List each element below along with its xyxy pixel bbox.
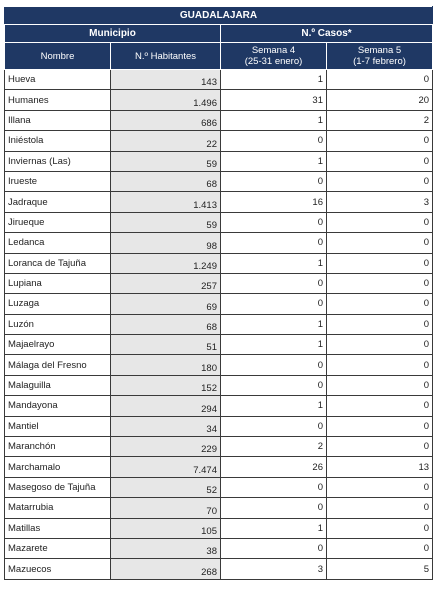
table-row [5, 457, 433, 477]
table-row [5, 273, 433, 293]
municipio-name-cell: Mantiel [5, 416, 111, 436]
table-row [5, 110, 433, 130]
semana5-column-header [327, 43, 433, 70]
semana5-cases-cell: 0 [327, 212, 433, 232]
semana5-cases-cell: 0 [327, 375, 433, 395]
municipio-name-cell: Jirueque [5, 212, 111, 232]
semana5-cases-cell: 20 [327, 90, 433, 110]
table-row [5, 192, 433, 212]
habitantes-cell: 68 [111, 171, 221, 191]
semana5-cases-cell: 0 [327, 294, 433, 314]
semana4-cases-cell: 16 [221, 192, 327, 212]
habitantes-cell: 257 [111, 273, 221, 293]
semana4-column-header [221, 43, 327, 70]
municipio-name-cell: Iniéstola [5, 131, 111, 151]
semana5-cases-cell: 3 [327, 192, 433, 212]
municipio-name-cell: Matillas [5, 518, 111, 538]
habitantes-cell: 22 [111, 131, 221, 151]
semana4-cases-cell: 0 [221, 212, 327, 232]
semana4-cases-cell: 1 [221, 151, 327, 171]
municipio-group-header: Municipio [5, 25, 221, 43]
municipio-name-cell: Marchamalo [5, 457, 111, 477]
table-body [5, 70, 433, 580]
semana5-cases-cell: 0 [327, 538, 433, 558]
semana5-cases-cell: 0 [327, 355, 433, 375]
semana5-dates: (1-7 febrero) [353, 56, 406, 67]
municipio-name-cell: Maranchón [5, 437, 111, 457]
table-row [5, 477, 433, 497]
semana4-cases-cell: 0 [221, 477, 327, 497]
habitantes-cell: 59 [111, 151, 221, 171]
habitantes-cell: 1.496 [111, 90, 221, 110]
habitantes-cell: 152 [111, 375, 221, 395]
table-row [5, 335, 433, 355]
habitantes-cell: 68 [111, 314, 221, 334]
municipio-name-cell: Inviernas (Las) [5, 151, 111, 171]
habitantes-cell: 59 [111, 212, 221, 232]
semana4-cases-cell: 0 [221, 375, 327, 395]
table-row [5, 90, 433, 110]
semana4-cases-cell: 1 [221, 396, 327, 416]
semana5-cases-cell: 0 [327, 416, 433, 436]
habitantes-cell: 51 [111, 335, 221, 355]
habitantes-column-header: N.º Habitantes [111, 43, 221, 70]
semana5-cases-cell: 0 [327, 437, 433, 457]
table-title: GUADALAJARA [5, 7, 433, 25]
table-row [5, 518, 433, 538]
semana5-cases-cell: 0 [327, 518, 433, 538]
semana4-cases-cell: 1 [221, 335, 327, 355]
habitantes-cell: 70 [111, 498, 221, 518]
municipio-name-cell: Illana [5, 110, 111, 130]
municipio-name-cell: Humanes [5, 90, 111, 110]
habitantes-cell: 143 [111, 70, 221, 90]
habitantes-cell: 268 [111, 559, 221, 579]
table-row [5, 437, 433, 457]
semana4-cases-cell: 3 [221, 559, 327, 579]
municipio-name-cell: Hueva [5, 70, 111, 90]
semana5-cases-cell: 0 [327, 233, 433, 253]
semana4-cases-cell: 0 [221, 131, 327, 151]
semana5-cases-cell: 0 [327, 70, 433, 90]
table-row [5, 171, 433, 191]
semana4-cases-cell: 26 [221, 457, 327, 477]
semana4-cases-cell: 0 [221, 273, 327, 293]
table-row [5, 131, 433, 151]
municipio-name-cell: Luzaga [5, 294, 111, 314]
habitantes-cell: 229 [111, 437, 221, 457]
table-row [5, 416, 433, 436]
table-row [5, 314, 433, 334]
semana4-cases-cell: 0 [221, 233, 327, 253]
habitantes-cell: 105 [111, 518, 221, 538]
semana4-cases-cell: 0 [221, 416, 327, 436]
semana5-cases-cell: 0 [327, 498, 433, 518]
habitantes-cell: 52 [111, 477, 221, 497]
semana4-cases-cell: 1 [221, 253, 327, 273]
semana5-cases-cell: 0 [327, 396, 433, 416]
municipio-name-cell: Mazuecos [5, 559, 111, 579]
semana4-cases-cell: 0 [221, 355, 327, 375]
semana4-cases-cell: 1 [221, 314, 327, 334]
municipio-name-cell: Irueste [5, 171, 111, 191]
table-row [5, 498, 433, 518]
casos-group-header: N.º Casos* [221, 25, 433, 43]
table-row [5, 396, 433, 416]
municipio-name-cell: Lupiana [5, 273, 111, 293]
semana4-cases-cell: 1 [221, 110, 327, 130]
semana4-cases-cell: 2 [221, 437, 327, 457]
municipio-name-cell: Mandayona [5, 396, 111, 416]
semana5-cases-cell: 0 [327, 131, 433, 151]
habitantes-cell: 98 [111, 233, 221, 253]
habitantes-cell: 69 [111, 294, 221, 314]
municipio-name-cell: Loranca de Tajuña [5, 253, 111, 273]
semana4-cases-cell: 31 [221, 90, 327, 110]
habitantes-cell: 180 [111, 355, 221, 375]
municipio-name-cell: Mazarete [5, 538, 111, 558]
habitantes-cell: 38 [111, 538, 221, 558]
municipio-name-cell: Masegoso de Tajuña [5, 477, 111, 497]
habitantes-cell: 7.474 [111, 457, 221, 477]
cases-table-sheet [4, 6, 432, 580]
semana5-cases-cell: 0 [327, 477, 433, 497]
semana5-cases-cell: 0 [327, 151, 433, 171]
semana5-cases-cell: 5 [327, 559, 433, 579]
cases-table [4, 6, 433, 580]
table-row [5, 559, 433, 579]
semana5-label: Semana 5 [357, 45, 402, 56]
semana5-cases-cell: 0 [327, 253, 433, 273]
municipio-name-cell: Málaga del Fresno [5, 355, 111, 375]
semana4-cases-cell: 0 [221, 171, 327, 191]
semana5-cases-cell: 0 [327, 171, 433, 191]
semana5-cases-cell: 13 [327, 457, 433, 477]
habitantes-cell: 1.413 [111, 192, 221, 212]
nombre-column-header: Nombre [5, 43, 111, 70]
table-row [5, 151, 433, 171]
table-row [5, 294, 433, 314]
semana4-cases-cell: 1 [221, 70, 327, 90]
semana5-cases-cell: 0 [327, 314, 433, 334]
semana4-cases-cell: 1 [221, 518, 327, 538]
semana4-dates: (25-31 enero) [244, 56, 303, 67]
table-row [5, 70, 433, 90]
municipio-name-cell: Jadraque [5, 192, 111, 212]
municipio-name-cell: Matarrubia [5, 498, 111, 518]
habitantes-cell: 34 [111, 416, 221, 436]
municipio-name-cell: Luzón [5, 314, 111, 334]
table-row [5, 375, 433, 395]
habitantes-cell: 294 [111, 396, 221, 416]
habitantes-cell: 1.249 [111, 253, 221, 273]
semana4-cases-cell: 0 [221, 498, 327, 518]
municipio-name-cell: Ledanca [5, 233, 111, 253]
table-row [5, 538, 433, 558]
table-row [5, 355, 433, 375]
table-row [5, 233, 433, 253]
habitantes-cell: 686 [111, 110, 221, 130]
semana4-cases-cell: 0 [221, 294, 327, 314]
table-row [5, 212, 433, 232]
semana4-cases-cell: 0 [221, 538, 327, 558]
semana5-cases-cell: 0 [327, 335, 433, 355]
table-row [5, 253, 433, 273]
semana5-cases-cell: 2 [327, 110, 433, 130]
semana4-label: Semana 4 [251, 45, 296, 56]
semana5-cases-cell: 0 [327, 273, 433, 293]
municipio-name-cell: Majaelrayo [5, 335, 111, 355]
municipio-name-cell: Malaguilla [5, 375, 111, 395]
